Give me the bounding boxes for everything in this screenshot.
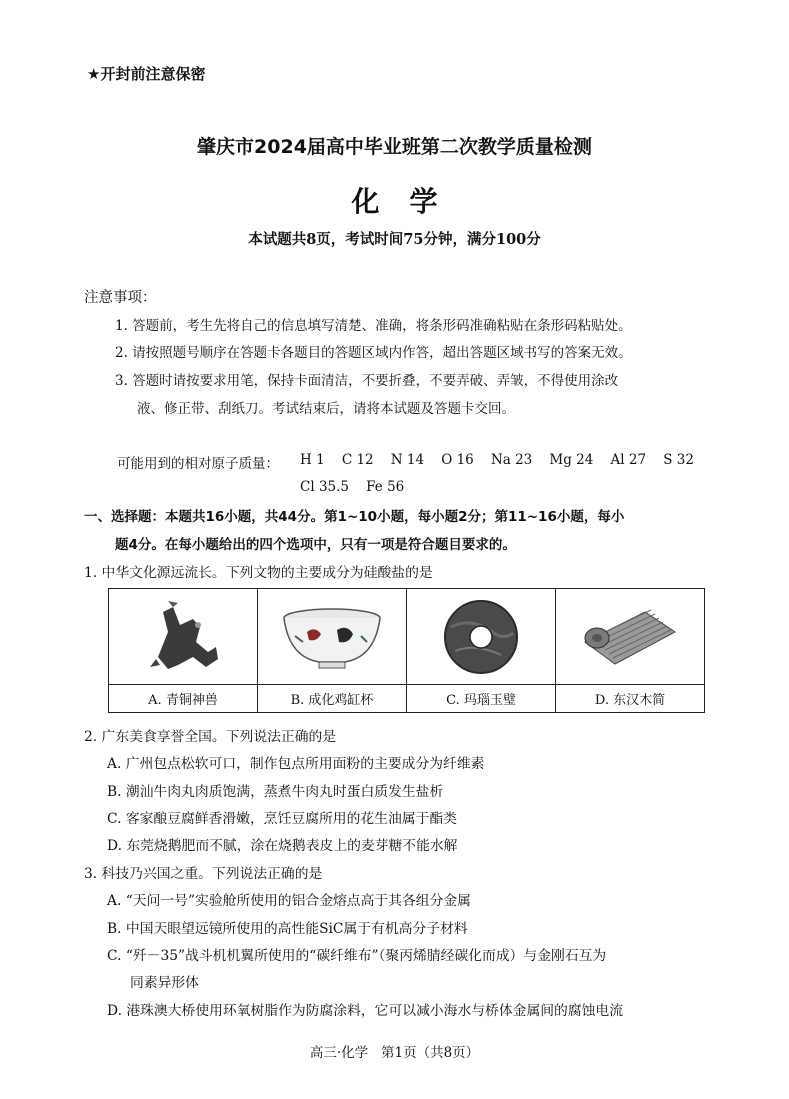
- question-3-stem: 3. 科技乃兴国之重。下列说法正确的是: [84, 866, 323, 882]
- exam-title: 肇庆市2024届高中毕业班第二次教学质量检测: [197, 136, 592, 158]
- page-footer: 高三·化学 第1页（共8页）: [309, 1045, 480, 1061]
- option-c-label: C. 玛瑙玉璧: [407, 685, 556, 713]
- atomic-mass-label: 可能用到的相对原子质量：: [117, 456, 279, 472]
- artifact-cell-b: [258, 589, 407, 685]
- question-3-option-a: A. “天问一号”实验舱所使用的铝合金熔点高于其各组分金属: [107, 893, 471, 909]
- confidential-mark: ★开封前注意保密: [87, 65, 206, 83]
- chicken-cup-icon: [277, 602, 387, 672]
- notice-item-3-cont: 液、修正带、刮纸刀。考试结束后，请将本试题及答题卡交回。: [137, 401, 515, 417]
- notice-item-3: 3. 答题时请按要求用笔，保持卡面清洁，不要折叠，不要弄破、弄皱，不得使用涂改: [115, 373, 619, 389]
- option-a-label: A. 青铜神兽: [109, 685, 258, 713]
- artifact-cell-c: [407, 589, 556, 685]
- question-3-option-d: D. 港珠澳大桥使用环氧树脂作为防腐涂料，它可以减小海水与桥体金属间的腐蚀电流: [107, 1003, 624, 1019]
- section-heading: 一、选择题：本题共16小题，共44分。第1~10小题，每小题2分；第11~16小题，每小: [84, 509, 625, 525]
- notice-item-1: 1. 答题前，考生先将自己的信息填写清楚、准确，将条形码准确粘贴在条形码粘贴处。: [115, 318, 632, 334]
- atomic-mass-line-1: H 1 C 12 N 14 O 16 Na 23 Mg 24 Al 27 S 32: [300, 452, 694, 468]
- artifact-cell-a: [109, 589, 258, 685]
- section-heading-cont: 题4分。在每小题给出的四个选项中，只有一项是符合题目要求的。: [115, 537, 516, 553]
- bronze-beast-icon: [138, 597, 228, 677]
- notice-item-2: 2. 请按照题号顺序在答题卡各题目的答题区域内作答，超出答题区域书写的答案无效。: [115, 345, 632, 361]
- atomic-mass-line-2: Cl 35.5 Fe 56: [300, 479, 405, 495]
- question-3-option-c: C. “歼－35”战斗机机翼所使用的“碳纤维布”（聚丙烯腈经碳化而成）与金刚石互为: [107, 948, 607, 964]
- question-2-option-b: B. 潮汕牛肉丸肉质饱满，蒸煮牛肉丸时蛋白质发生盐析: [107, 784, 444, 800]
- exam-info: 本试题共8页，考试时间75分钟，满分100分: [248, 231, 541, 248]
- question-3-option-c-cont: 同素异形体: [130, 975, 199, 991]
- subject-title: 化学: [351, 185, 468, 218]
- option-b-label: B. 成化鸡缸杯: [258, 685, 407, 713]
- question-2-option-a: A. 广州包点松软可口，制作包点所用面粉的主要成分为纤维素: [107, 756, 485, 772]
- notice-heading: 注意事项：: [84, 290, 157, 306]
- agate-disc-icon: [441, 597, 521, 677]
- option-d-label: D. 东汉木简: [556, 685, 705, 713]
- artifact-cell-d: [556, 589, 705, 685]
- question-2-option-d: D. 东莞烧鹅肥而不腻，涂在烧鹅表皮上的麦芽糖不能水解: [107, 838, 458, 854]
- question-1-stem: 1. 中华文化源远流长。下列文物的主要成分为硅酸盐的是: [84, 565, 433, 581]
- question-2-stem: 2. 广东美食享誉全国。下列说法正确的是: [84, 729, 337, 745]
- bamboo-slips-icon: [575, 602, 685, 672]
- question-2-option-c: C. 客家酿豆腐鲜香滑嫩，烹饪豆腐所用的花生油属于酯类: [107, 811, 457, 827]
- question-3-option-b: B. 中国天眼望远镜所使用的高性能SiC属于有机高分子材料: [107, 921, 468, 937]
- artifact-table: [108, 588, 705, 713]
